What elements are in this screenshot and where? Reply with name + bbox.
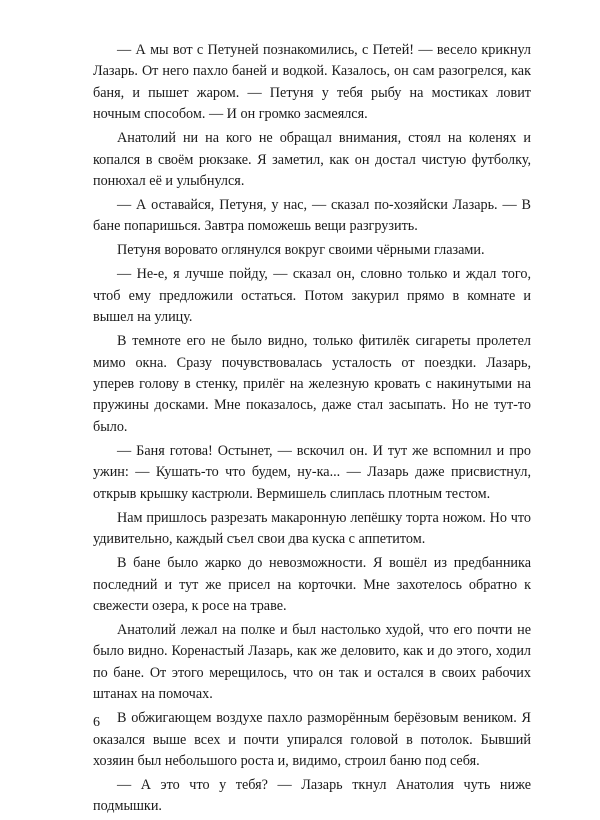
paragraph: — Не-е, я лучше пойду, — сказал он, словно только и ждал того, чтоб ему предложили остаться. Потом закурил прямо в комнате и вышел на улицу.	[93, 266, 531, 326]
paragraph: В бане было жарко до невозможности. Я вошёл из предбанника последний и тут же присел на корточки. Мне захотелось обратно к свежести озера, к росе на траве.	[93, 555, 531, 614]
paragraph: В темноте его не было видно, только фитилёк сигареты пролетел мимо окна. Сразу почувствовалась усталость от поездки. Лазарь, уперев голову в стенку, прилёг на железную кровать с накинутыми на пружины досками. Мне показалось, даже стал засыпать. Но не тут-то было.	[93, 333, 531, 435]
paragraph: Анатолий ни на кого не обращал внимания, стоял на коленях и копался в своём рюкзаке. Я заметил, как он достал чистую футболку, понюхал её и улыбнулся.	[93, 130, 531, 190]
paragraph: Нам пришлось разрезать макаронную лепёшку торта ножом. Но что удивительно, каждый съел свои два куска с аппетитом.	[93, 509, 531, 548]
page-body-text	[93, 40, 531, 820]
paragraph: — А оставайся, Петуня, у нас, — сказал по-хозяйски Лазарь. — В бане попаришься. Завтра поможешь вещи разгрузить.	[93, 197, 531, 235]
paragraph: — А мы вот с Петуней познакомились, с Петей! — весело крикнул Лазарь. От него пахло баней и водкой. Казалось, он сам разогрелся, как баня, и пышет жаром. — Петуня у тебя рыбу на мостиках ловит ночным способом. — И он громко засмеялся.	[93, 42, 531, 123]
paragraph: — Баня готова! Остынет, — вскочил он. И тут же вспомнил и про ужин: — Кушать-то что будем, ну-ка... — Лазарь даже присвистнул, открыв крышку кастрюли. Вермишель слиплась плотным тестом.	[93, 442, 531, 502]
paragraph: Анатолий лежал на полке и был настолько худой, что его почти не было видно. Коренастый Лазарь, как же деловито, как и до этого, ходил по бане. От этого мерещилось, что он так и остался в своих рабочих штанах на помочах.	[93, 621, 531, 703]
paragraph: — А это что у тебя? — Лазарь ткнул Анатолия чуть ниже подмышки.	[93, 776, 531, 815]
paragraph: Петуня воровато оглянулся вокруг своими чёрными глазами.	[117, 242, 485, 259]
page-number: 6	[93, 715, 100, 730]
paragraph: В обжигающем воздухе пахло разморённым берёзовым веником. Я оказался выше всех и почти упирался головой в потолок. Бывший хозяин был небольшого роста и, видимо, строил баню под себя.	[93, 710, 531, 769]
